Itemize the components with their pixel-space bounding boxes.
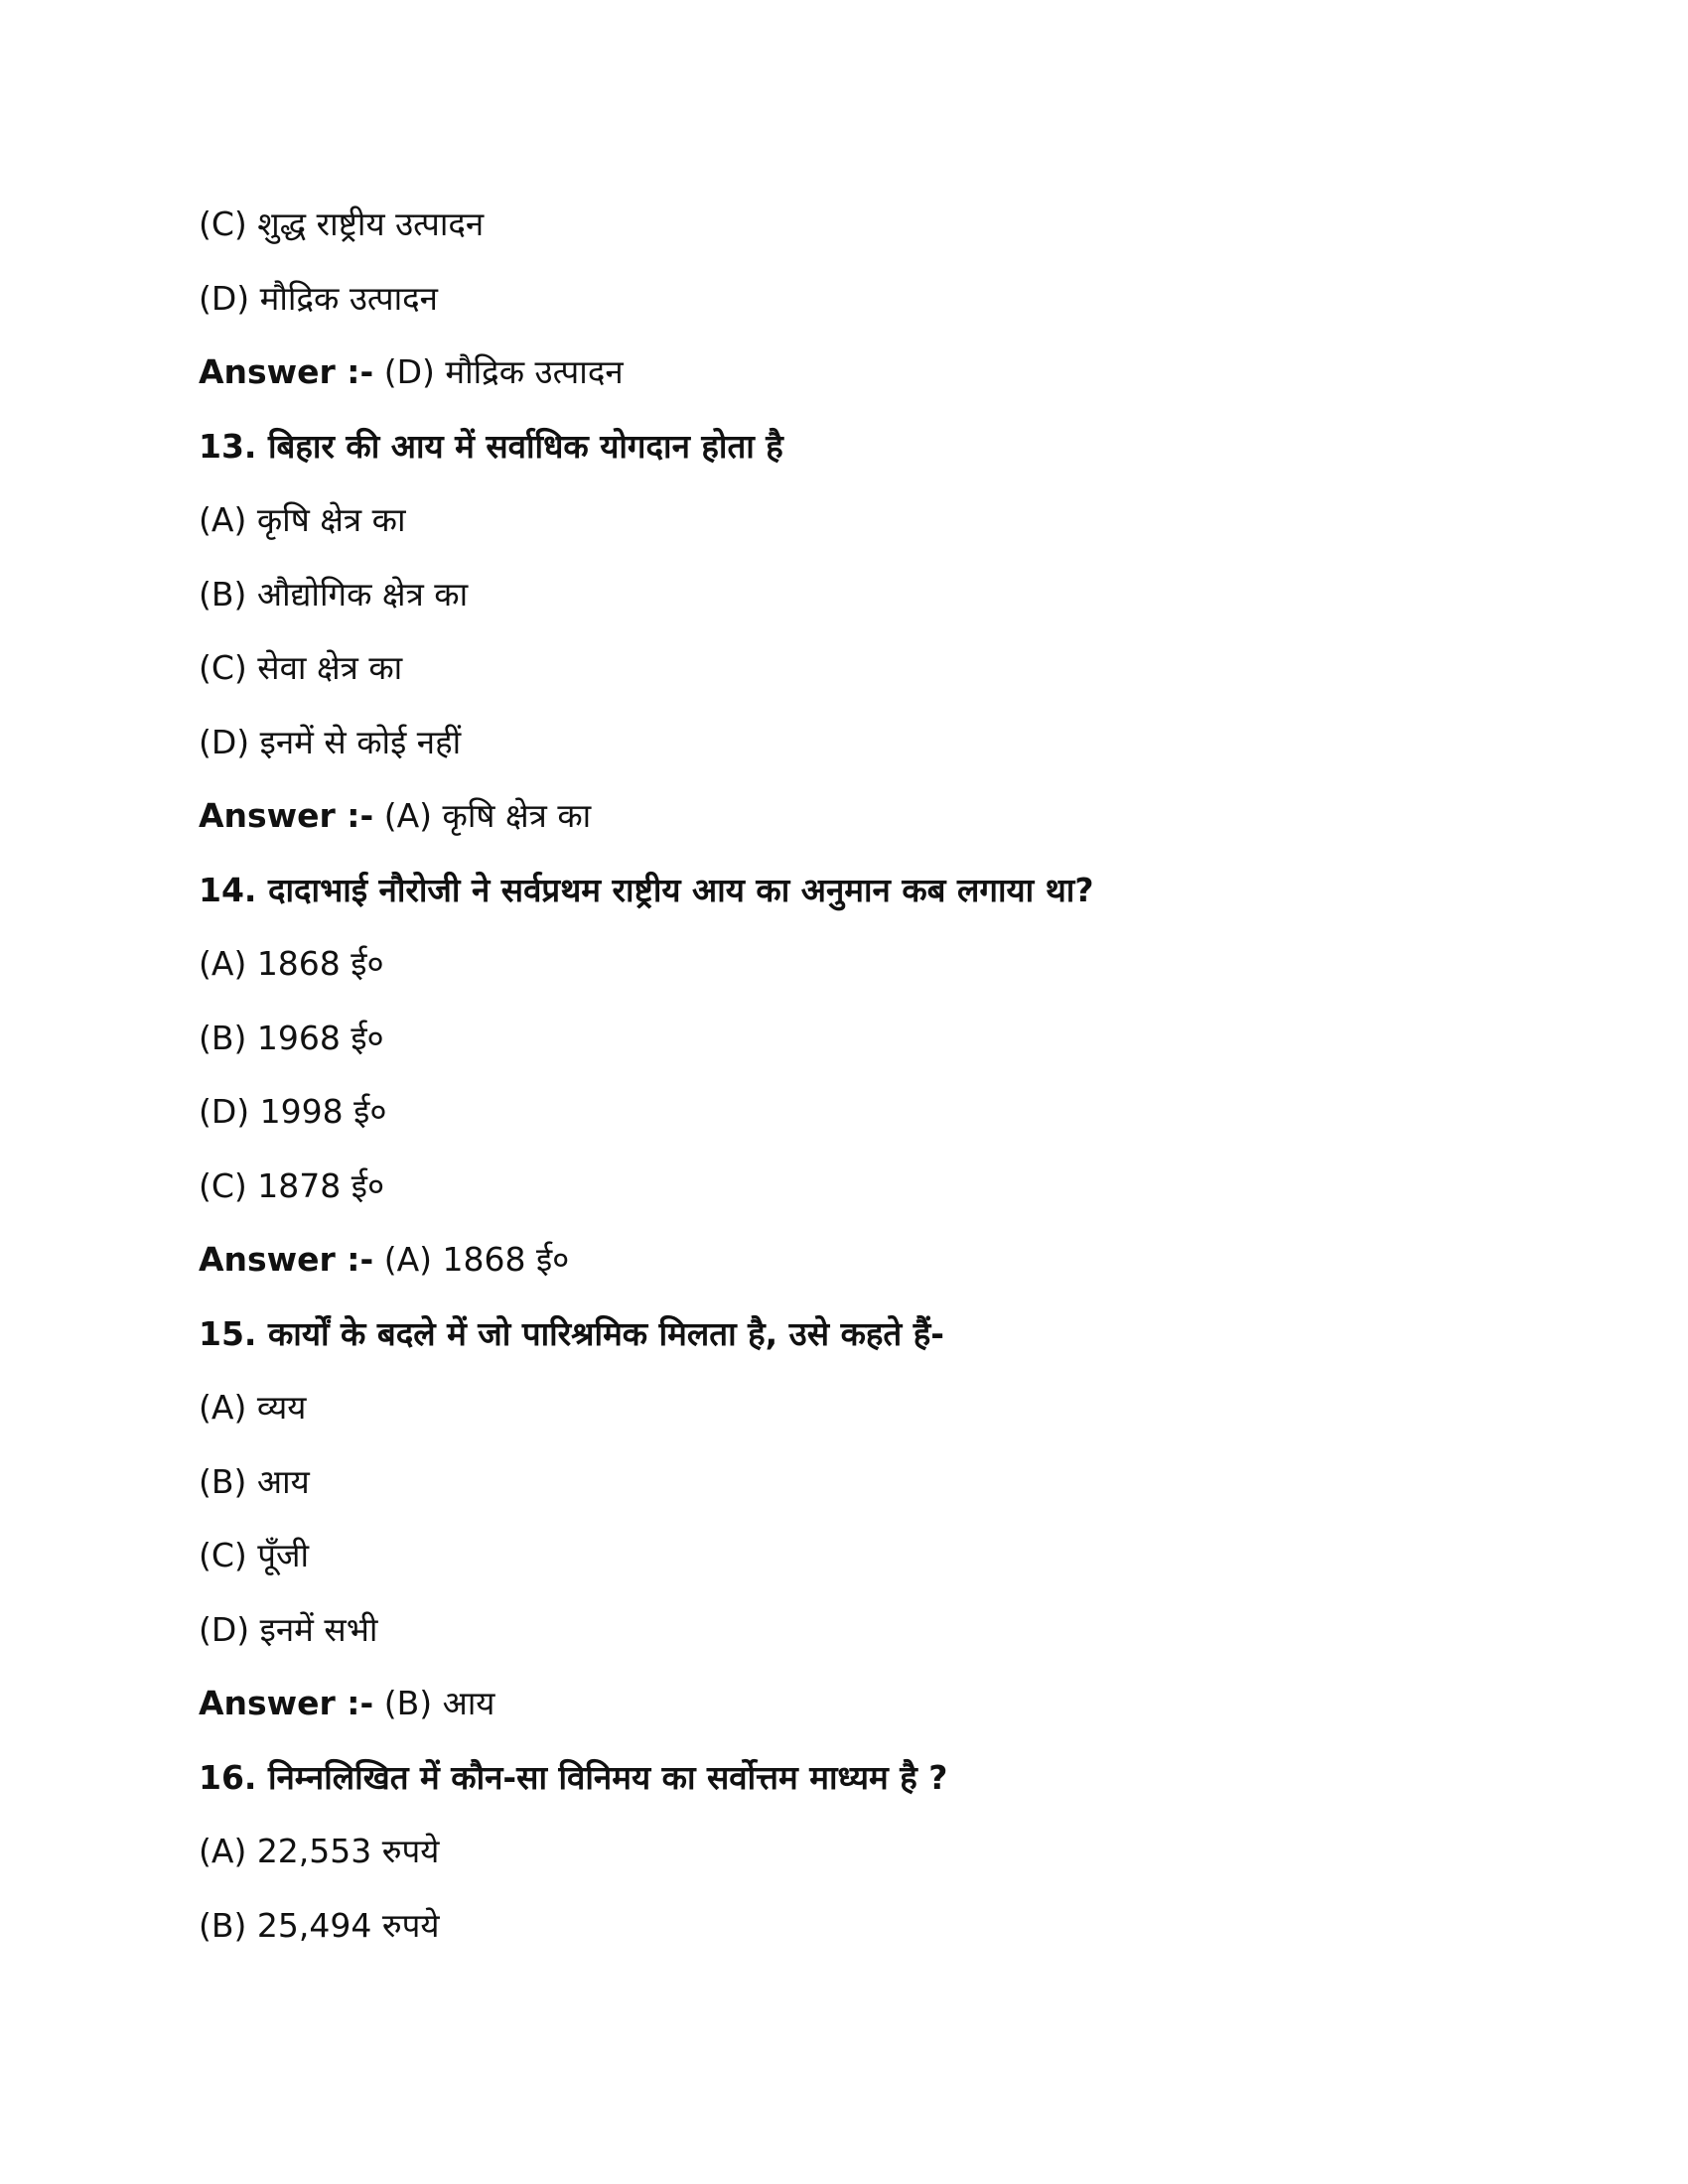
answer-label: Answer :- <box>199 352 374 391</box>
option-line: (C) 1878 ई० <box>199 1166 385 1205</box>
question-line: 14. दादाभाई नौरोजी ने सर्वप्रथम राष्ट्रीय आय का अनुमान कब लगाया था? <box>199 871 1094 909</box>
answer-line <box>199 786 591 846</box>
answer-line <box>199 342 624 402</box>
question-line: 16. निम्नलिखित में कौन-सा विनिमय का सर्वोत्तम माध्यम है ? <box>199 1758 948 1797</box>
option-line: (D) इनमें सभी <box>199 1610 378 1649</box>
answer-label: Answer :- <box>199 1684 374 1722</box>
answer-line <box>199 1230 569 1290</box>
option-line: (D) इनमें से कोई नहीं <box>199 723 462 761</box>
answer-text: (A) 1868 ई० <box>373 1240 570 1279</box>
option-line: (A) व्यय <box>199 1388 307 1427</box>
option-line: (B) औद्योगिक क्षेत्र का <box>199 575 469 614</box>
answer-label: Answer :- <box>199 796 374 835</box>
option-line: (C) शुद्ध राष्ट्रीय उत्पादन <box>199 205 485 243</box>
option-line: (A) 22,553 रुपये <box>199 1832 440 1870</box>
option-line: (D) 1998 ई० <box>199 1092 387 1131</box>
answer-text: (D) मौद्रिक उत्पादन <box>373 352 624 391</box>
question-line: 15. कार्यों के बदले में जो पारिश्रमिक मिलता है, उसे कहते हैं- <box>199 1314 944 1353</box>
answer-line <box>199 1674 494 1733</box>
question-line: 13. बिहार की आय में सर्वाधिक योगदान होता है <box>199 427 783 466</box>
option-line: (C) सेवा क्षेत्र का <box>199 648 403 687</box>
option-line: (B) 25,494 रुपये <box>199 1906 440 1945</box>
option-line: (D) मौद्रिक उत्पादन <box>199 279 438 318</box>
option-line: (B) आय <box>199 1462 310 1501</box>
answer-text: (B) आय <box>373 1684 495 1722</box>
option-line: (A) कृषि क्षेत्र का <box>199 500 406 539</box>
option-line: (C) पूँजी <box>199 1536 310 1574</box>
option-line: (B) 1968 ई० <box>199 1019 384 1057</box>
answer-text: (A) कृषि क्षेत्र का <box>373 796 592 835</box>
answer-label: Answer :- <box>199 1240 374 1279</box>
option-line: (A) 1868 ई० <box>199 944 384 983</box>
